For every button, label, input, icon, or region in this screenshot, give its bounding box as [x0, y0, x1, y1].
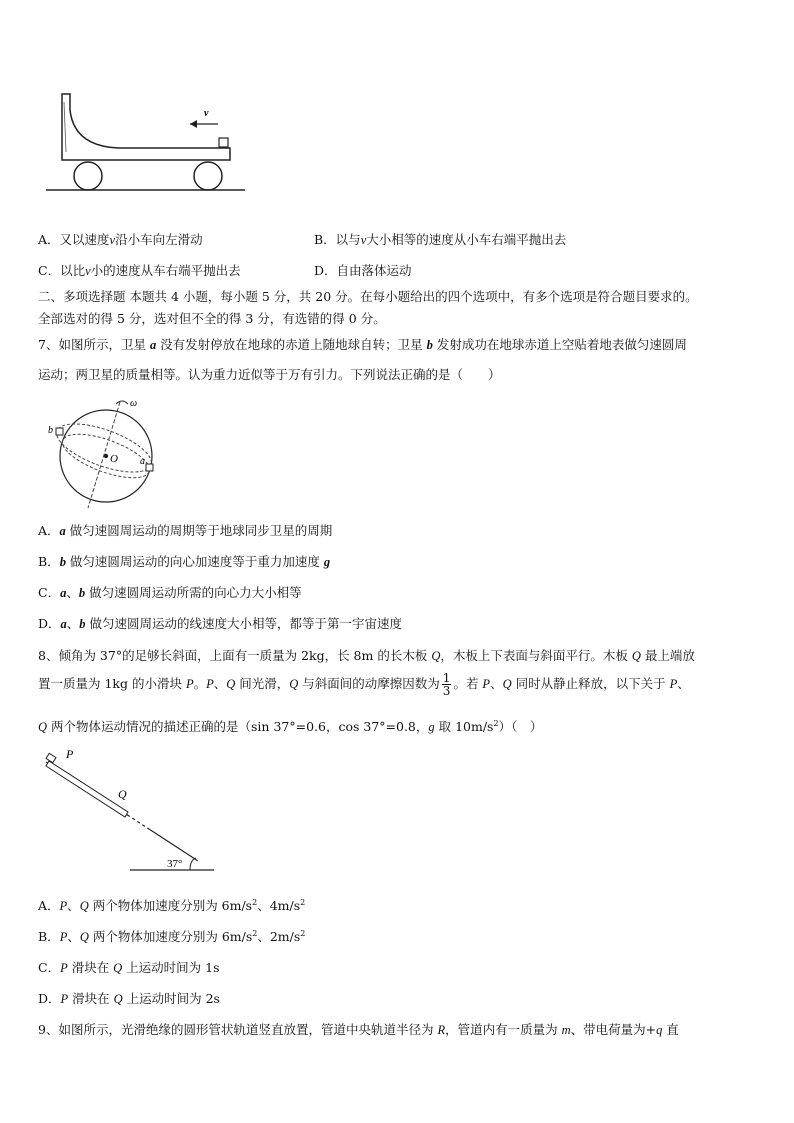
- q8-stem-line2: 置一质量为 1kg 的小滑块 P。P、Q 间光滑，Q 与斜面间的动摩擦因数为 $\frac{1}{3}$ 。若 P、Q 同时从静止释放，以下关于 P、: [38, 671, 690, 698]
- q8-stem-line1: 8、倾角为 37°的足够长斜面，上面有一质量为 2kg，长 8m 的长木板 Q，木板上下表面与斜面平行。木板 Q 最上端放: [38, 648, 695, 663]
- cart-figure: [40, 88, 250, 198]
- center-label: O: [110, 453, 118, 465]
- center-dot: [104, 454, 108, 458]
- velocity-label: v: [204, 108, 209, 119]
- q7-option-d: D．a、b 做匀速圆周运动的线速度大小相等，都等于第一宇宙速度: [38, 616, 403, 631]
- satellite-b: [56, 428, 63, 435]
- section2-line1: 二、多项选择题 本题共 4 小题，每小题 5 分，共 20 分。在每小题给出的四个选项中，有多个选项是符合题目要求的。: [38, 289, 698, 304]
- q7-option-c: C．a、b 做匀速圆周运动所需的向心力大小相等: [38, 585, 302, 600]
- block-p: [46, 753, 56, 762]
- board-q: [46, 761, 128, 817]
- q7-stem-line2: 运动；两卫星的质量相等。认为重力近似等于万有引力。下列说法正确的是（ ）: [38, 367, 501, 382]
- satellite-a-label: a: [140, 456, 145, 467]
- angle-arc: [190, 858, 196, 870]
- angle-label: 37°: [167, 858, 183, 870]
- q8-option-d: D．P 滑块在 Q 上运动时间为 2s: [38, 991, 220, 1006]
- q8-option-a: A．P、Q 两个物体加速度分别为 $6m/s^2$、$4m/s^2$: [38, 897, 306, 913]
- q8-option-b: B．P、Q 两个物体加速度分别为 $6m/s^2$、$2m/s^2$: [38, 928, 306, 944]
- q6-option-c: C．以比v小的速度从车右端平抛出去: [38, 263, 241, 278]
- q7-option-a: A．a 做匀速圆周运动的周期等于地球同步卫星的周期: [38, 523, 333, 538]
- satellite-b-label: b: [48, 425, 53, 436]
- q6-option-d: D．自由落体运动: [314, 263, 412, 278]
- label-p: P: [66, 747, 74, 761]
- q6-option-b: B．以与v大小相等的速度从小车右端平抛出去: [314, 232, 567, 247]
- right-wheel: [194, 162, 222, 190]
- q6-option-a: A．又以速度v沿小车向左滑动: [38, 232, 203, 247]
- omega-label: ω: [130, 398, 138, 409]
- q8-option-c: C．P 滑块在 Q 上运动时间为 1s: [38, 960, 220, 975]
- q7-stem-line1: 7、如图所示，卫星 a 没有发射停放在地球的赤道上随地球自转；卫星 b 发射成功在地球赤道上空贴着地表做匀速圆周: [38, 337, 687, 352]
- cart-body: [62, 94, 230, 160]
- left-wheel: [74, 162, 102, 190]
- incline-figure: [40, 748, 230, 878]
- earth-figure: [46, 396, 166, 516]
- section2-line2: 全部选对的得 5 分，选对但不全的得 3 分，有选错的得 0 分。: [38, 311, 386, 326]
- q7-option-b: B．b 做匀速圆周运动的向心加速度等于重力加速度 g: [38, 554, 331, 569]
- friction-fraction: $\frac{1}{3}$: [442, 671, 451, 698]
- small-block: [219, 138, 228, 147]
- label-q: Q: [118, 787, 127, 801]
- q9-stem-line1: 9、如图所示，光滑绝缘的圆形管状轨道竖直放置，管道中央轨道半径为 R，管道内有一质量为 m、带电荷量为+q 直: [38, 1022, 679, 1037]
- satellite-a: [146, 464, 153, 471]
- q8-stem-line3: Q 两个物体运动情况的描述正确的是（sin 37°=0.6，cos 37°=0.8，g 取 $10m/s^2$）（ ）: [38, 718, 543, 734]
